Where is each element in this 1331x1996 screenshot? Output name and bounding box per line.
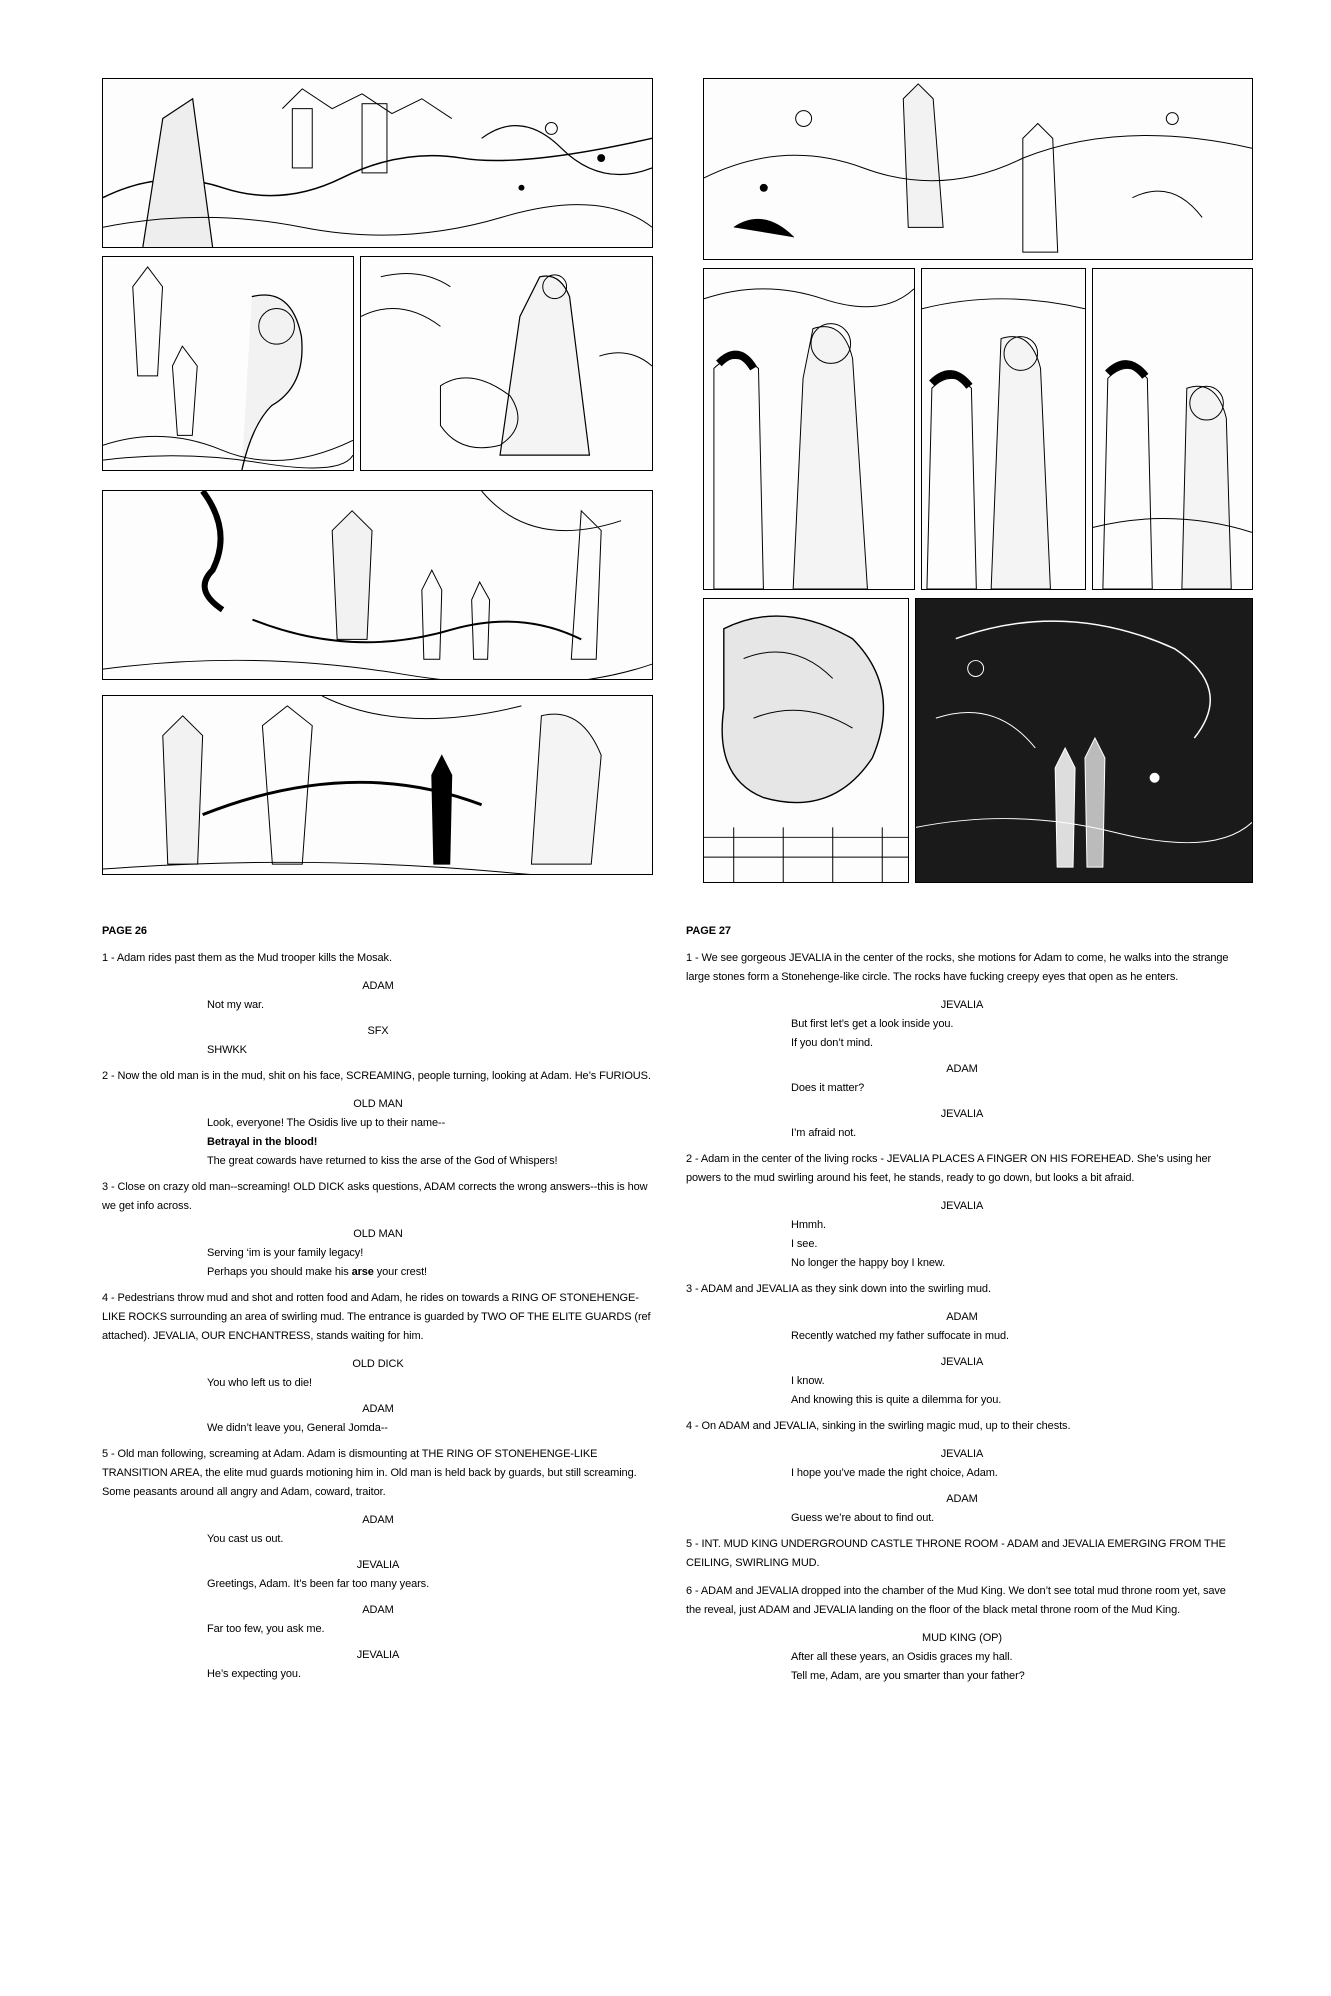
panel-description: 6 - ADAM and JEVALIA dropped into the chamber of the Mud King. We don’t see total mud throne room yet, save the reveal, just ADAM and JEVALIA landing on the floor of the black metal throne room of the Mud King. <box>686 1585 1226 1616</box>
character-name: OLD MAN <box>353 1228 403 1240</box>
dialogue-line: If you don’t mind. <box>791 1037 873 1049</box>
dialogue-line: Far too few, you ask me. <box>207 1623 325 1635</box>
art-panel-row3 <box>102 490 653 680</box>
character-name: ADAM <box>946 1063 978 1075</box>
sketch-adam-jevalia <box>922 269 1085 589</box>
character-name: JEVALIA <box>940 1448 984 1460</box>
dialogue-line: Guess we’re about to find out. <box>791 1512 935 1524</box>
dialogue-fragment: your crest! <box>373 1266 428 1278</box>
dialogue <box>102 1419 654 1438</box>
dialogue <box>102 996 654 1015</box>
dialogue-line <box>207 1263 654 1282</box>
art-panel-row2-c <box>1092 268 1253 590</box>
dialogue <box>102 1620 654 1639</box>
sketch-guards <box>103 696 652 874</box>
art-panel-row1 <box>102 78 653 248</box>
dialogue-line: Serving ‘im is your family legacy! <box>207 1247 364 1259</box>
character-name: ADAM <box>946 1493 978 1505</box>
dialogue <box>686 1216 1238 1273</box>
dialogue-line: No longer the happy boy I knew. <box>791 1257 946 1269</box>
art-panel-row2-a <box>703 268 915 590</box>
dialogue <box>686 1372 1238 1410</box>
sketch-creature-crowd <box>103 491 652 679</box>
dialogue-line: Not my war. <box>207 999 264 1011</box>
dialogue-line: Look, everyone! The Osidis live up to their name-- <box>207 1117 446 1129</box>
character-name: ADAM <box>362 980 394 992</box>
character-name: ADAM <box>362 1403 394 1415</box>
sketch-rider <box>361 257 652 470</box>
dialogue <box>686 1464 1238 1483</box>
sketch-sinking <box>1093 269 1252 589</box>
panel-description: 4 - Pedestrians throw mud and shot and rotten food and Adam, he rides on towards a RING OF STONEHENGE-LIKE ROCKS surrounding an area of swirling mud. The entrance is guarded by TWO OF THE ELITE GUARDS (ref attached). JEVALIA, OUR ENCHANTRESS, stands waiting for him. <box>102 1292 651 1342</box>
dialogue-emphasis: arse <box>351 1266 374 1278</box>
character-name: ADAM <box>362 1604 394 1616</box>
dialogue <box>102 1244 654 1282</box>
character-name: JEVALIA <box>940 1200 984 1212</box>
panel-description: 2 - Adam in the center of the living rocks - JEVALIA PLACES A FINGER ON HIS FOREHEAD. She’s using her powers to the mud swirling around his feet, he stands, ready to go down, but looks a bit afraid. <box>686 1153 1212 1184</box>
dialogue <box>686 1509 1238 1528</box>
dialogue-line: Does it matter? <box>791 1082 865 1094</box>
art-panel-row4 <box>102 695 653 875</box>
character-name: OLD DICK <box>352 1358 404 1370</box>
dialogue-line: But first let’s get a look inside you. <box>791 1018 954 1030</box>
dialogue <box>686 1015 1238 1053</box>
dialogue <box>686 1079 1238 1098</box>
sketch-finger-forehead <box>704 269 914 589</box>
character-name: JEVALIA <box>940 1108 984 1120</box>
art-panel-row3-left <box>703 598 909 883</box>
dialogue-line: The great cowards have returned to kiss the arse of the God of Whispers! <box>207 1155 558 1167</box>
panel-description: 1 - Adam rides past them as the Mud trooper kills the Mosak. <box>102 952 392 964</box>
dialogue-line: Hmmh. <box>791 1219 826 1231</box>
dialogue-line: Tell me, Adam, are you smarter than your father? <box>791 1670 1025 1682</box>
panel-description: 4 - On ADAM and JEVALIA, sinking in the swirling magic mud, up to their chests. <box>686 1420 1071 1432</box>
panel-description: 3 - Close on crazy old man--screaming! OLD DICK asks questions, ADAM corrects the wrong answers--this is how we get info across. <box>102 1181 648 1212</box>
dialogue-line: After all these years, an Osidis graces my hall. <box>791 1651 1013 1663</box>
dialogue-line: I hope you’ve made the right choice, Adam. <box>791 1467 998 1479</box>
dialogue <box>102 1041 654 1060</box>
dialogue-line: And knowing this is quite a dilemma for you. <box>791 1394 1002 1406</box>
character-name: OLD MAN <box>353 1098 403 1110</box>
sketch-mud-ceiling <box>704 599 908 882</box>
sketch-figure-ruins <box>103 79 652 247</box>
sketch-old-man <box>103 257 353 470</box>
page-26-script <box>102 922 654 1691</box>
dialogue-line: Betrayal in the blood! <box>207 1136 318 1148</box>
art-panel-row1 <box>703 78 1253 260</box>
character-name: JEVALIA <box>940 999 984 1011</box>
panel-description: 2 - Now the old man is in the mud, shit on his face, SCREAMING, people turning, looking at Adam. He’s FURIOUS. <box>102 1070 651 1082</box>
dialogue-line: SHWKK <box>207 1044 247 1056</box>
dialogue <box>102 1665 654 1684</box>
sketch-throne-room <box>916 599 1252 882</box>
character-name: MUD KING (OP) <box>922 1632 1002 1644</box>
character-name: JEVALIA <box>940 1356 984 1368</box>
panel-description: 3 - ADAM and JEVALIA as they sink down into the swirling mud. <box>686 1283 991 1295</box>
dialogue <box>686 1327 1238 1346</box>
panel-description: 5 - Old man following, screaming at Adam. Adam is dismounting at THE RING OF STONEHENGE-LIKE TRANSITION AREA, the elite mud guards motioning him in. Old man is held back by guards, but still screaming. Some peasants around all angry and Adam, coward, traitor. <box>102 1448 637 1498</box>
dialogue <box>102 1374 654 1393</box>
character-name: SFX <box>367 1025 389 1037</box>
sketch-jevalia-stones <box>704 79 1252 259</box>
character-name: JEVALIA <box>356 1649 400 1661</box>
panel-description: 5 - INT. MUD KING UNDERGROUND CASTLE THRONE ROOM - ADAM and JEVALIA EMERGING FROM THE CEILING, SWIRLING MUD. <box>686 1538 1226 1569</box>
art-panel-row3-right <box>915 598 1253 883</box>
dialogue-line: Greetings, Adam. It’s been far too many years. <box>207 1578 430 1590</box>
dialogue <box>686 1648 1238 1686</box>
dialogue <box>686 1124 1238 1143</box>
page-title: PAGE 27 <box>686 925 731 937</box>
dialogue-line: We didn’t leave you, General Jomda-- <box>207 1422 388 1434</box>
art-panel-row2-left <box>102 256 354 471</box>
dialogue <box>102 1530 654 1549</box>
dialogue-line: You cast us out. <box>207 1533 284 1545</box>
page-27-script <box>686 922 1238 1693</box>
dialogue-line: I know. <box>791 1375 825 1387</box>
art-panel-row2-b <box>921 268 1086 590</box>
dialogue-line: He’s expecting you. <box>207 1668 301 1680</box>
art-panel-row2-right <box>360 256 653 471</box>
dialogue <box>102 1575 654 1594</box>
dialogue-line: Recently watched my father suffocate in mud. <box>791 1330 1009 1342</box>
character-name: JEVALIA <box>356 1559 400 1571</box>
dialogue <box>102 1114 654 1171</box>
page-title: PAGE 26 <box>102 925 147 937</box>
character-name: ADAM <box>946 1311 978 1323</box>
dialogue-fragment: Perhaps you should make his <box>207 1266 352 1278</box>
dialogue-line: You who left us to die! <box>207 1377 312 1389</box>
character-name: ADAM <box>362 1514 394 1526</box>
panel-description: 1 - We see gorgeous JEVALIA in the center of the rocks, she motions for Adam to come, he walks into the strange large stones form a Stonehenge-like circle. The rocks have fucking creepy eyes that open as he enters. <box>686 952 1229 983</box>
dialogue-line: I’m afraid not. <box>791 1127 857 1139</box>
dialogue-line: I see. <box>791 1238 818 1250</box>
